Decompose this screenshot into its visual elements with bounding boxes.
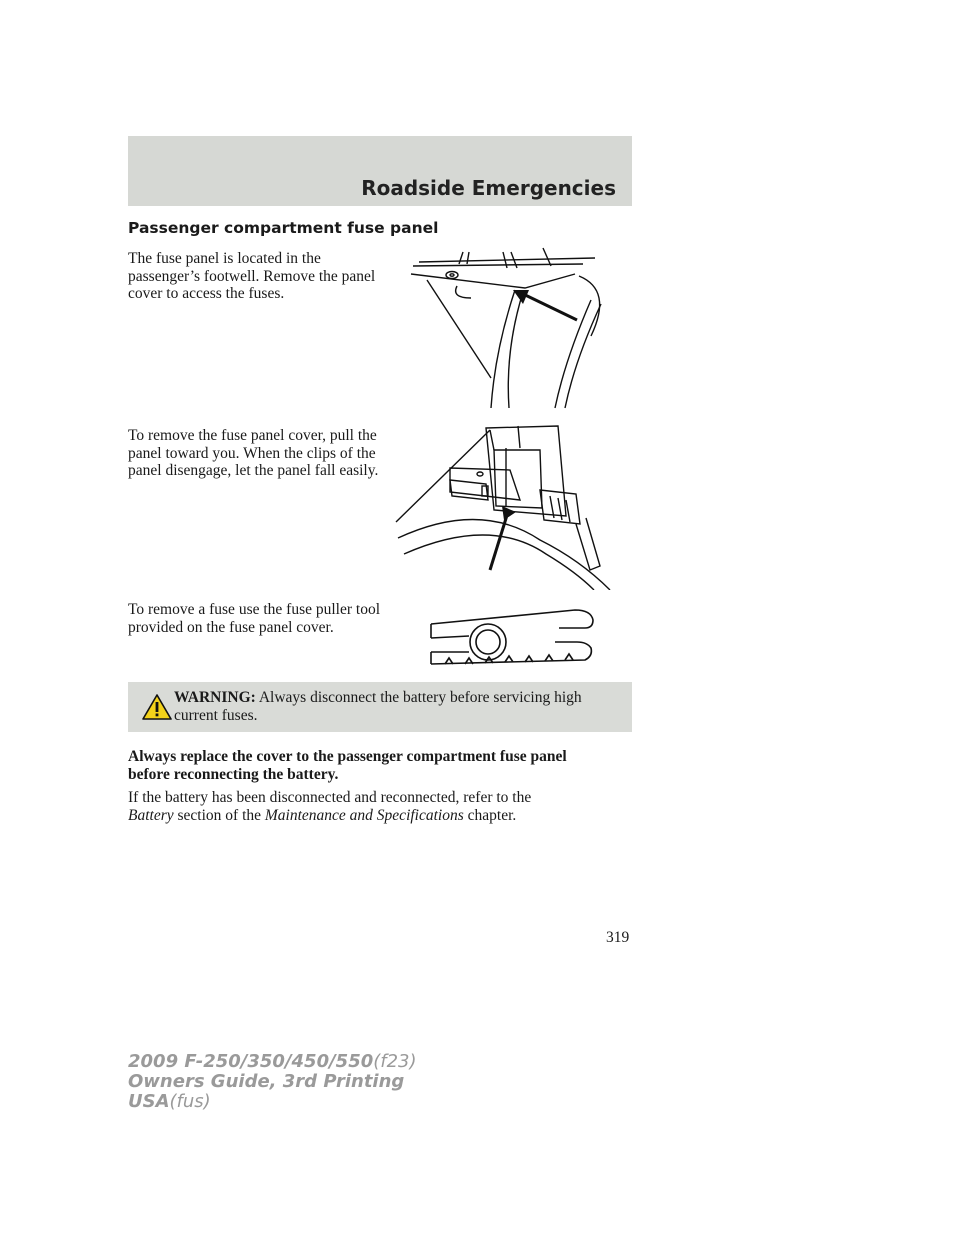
footer-market: USA (128, 1091, 170, 1112)
fuse-puller-illustration (425, 602, 605, 672)
footer-market-code: (fus) (169, 1091, 211, 1112)
warning-label: WARNING: (174, 689, 256, 706)
reference-suffix: chapter. (467, 807, 517, 824)
remove-cover-paragraph: To remove the fuse panel cover, pull the panel toward you. When the clips of the panel disengage, let the panel fall easily. (128, 427, 379, 479)
section-title: Roadside Emergencies (361, 176, 616, 200)
reference-middle: section of the (177, 807, 262, 824)
footwell-illustration (405, 240, 615, 410)
page-heading: Passenger compartment fuse panel (128, 219, 439, 237)
battery-reference-paragraph (128, 789, 632, 825)
warning-text (174, 689, 624, 725)
footer-model-code: (f23) (373, 1051, 417, 1072)
location-paragraph: The fuse panel is located in the passenger’s footwell. Remove the panel cover to access the fuses. (128, 250, 376, 302)
footer-model: 2009 F-250/350/450/550 (128, 1051, 374, 1072)
warning-triangle-icon (142, 694, 172, 720)
page-number: 319 (606, 929, 630, 946)
footer (128, 1052, 417, 1112)
warning-box (128, 682, 632, 732)
cover-replacement-note: Always replace the cover to the passenger compartment fuse panel before reconnecting the battery. (128, 748, 567, 783)
header-band (128, 136, 632, 206)
reference-prefix: If the battery has been disconnected and reconnected, refer to the (128, 789, 532, 806)
warning-message: Always disconnect the battery before servicing high current fuses. (174, 689, 582, 724)
maintenance-chapter-reference: Maintenance and Specifications (264, 807, 464, 824)
fuse-panel-cover-illustration (390, 420, 620, 590)
remove-fuse-paragraph: To remove a fuse use the fuse puller tool provided on the fuse panel cover. (128, 601, 381, 636)
footer-guide: Owners Guide, 3rd Printing (128, 1071, 405, 1092)
battery-section-reference: Battery (128, 807, 174, 824)
